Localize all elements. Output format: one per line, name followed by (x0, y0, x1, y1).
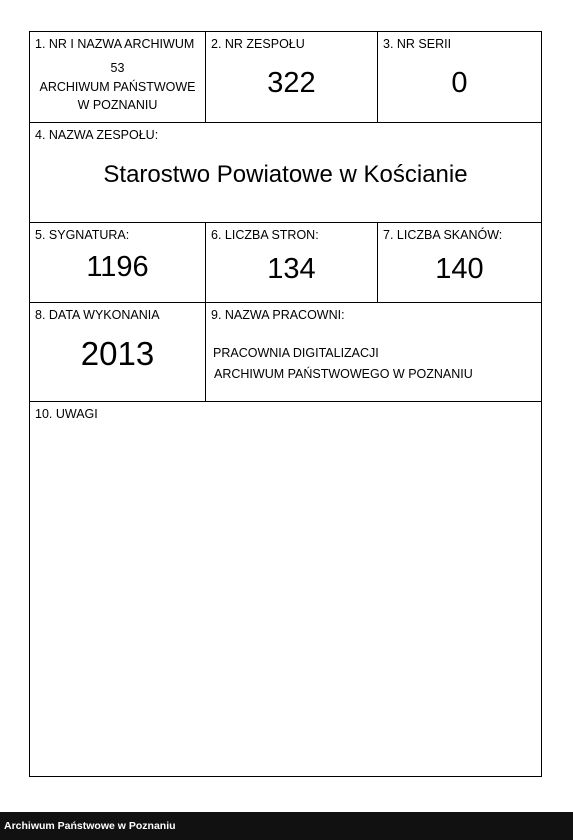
fond-number-value: 322 (267, 67, 316, 99)
footer-bar (0, 812, 573, 840)
archive-number: 53 (110, 61, 125, 75)
page-count-value: 134 (267, 253, 316, 285)
fond-number-cell (206, 32, 378, 123)
scan-count-value: 140 (435, 253, 484, 285)
studio-cell (206, 303, 541, 402)
scan-count-label: 7. LICZBA SKANÓW: (383, 228, 503, 242)
studio-line1: PRACOWNIA DIGITALIZACJI (213, 346, 379, 360)
archive-cell (30, 32, 206, 123)
page-count-label: 6. LICZBA STRON: (211, 228, 319, 242)
series-number-value: 0 (451, 67, 468, 99)
fond-name-value: Starostwo Powiatowe w Kościanie (103, 161, 468, 188)
fond-number-label: 2. NR ZESPOŁU (211, 37, 305, 51)
date-cell (30, 303, 206, 402)
archive-label: 1. NR I NAZWA ARCHIWUM (35, 37, 195, 51)
series-number-label: 3. NR SERII (383, 37, 452, 51)
metadata-card (29, 31, 542, 777)
notes-cell (30, 402, 541, 776)
date-value: 2013 (80, 335, 155, 372)
footer-text: Archiwum Państwowe w Poznaniu (4, 820, 176, 832)
fond-name-cell (30, 123, 541, 223)
studio-line2: ARCHIWUM PAŃSTWOWEGO W POZNANIU (214, 367, 473, 381)
signature-cell (30, 223, 206, 303)
studio-label: 9. NAZWA PRACOWNI: (211, 308, 345, 322)
archive-name-line2: W POZNANIU (77, 98, 158, 112)
notes-label: 10. UWAGI (35, 407, 98, 421)
signature-value: 1196 (86, 251, 149, 283)
series-number-cell (378, 32, 541, 123)
date-label: 8. DATA WYKONANIA (35, 308, 160, 322)
page-count-cell (206, 223, 378, 303)
archive-name-line1: ARCHIWUM PAŃSTWOWE (39, 80, 196, 94)
scan-count-cell (378, 223, 541, 303)
signature-label: 5. SYGNATURA: (35, 228, 130, 242)
fond-name-label: 4. NAZWA ZESPOŁU: (35, 128, 159, 142)
